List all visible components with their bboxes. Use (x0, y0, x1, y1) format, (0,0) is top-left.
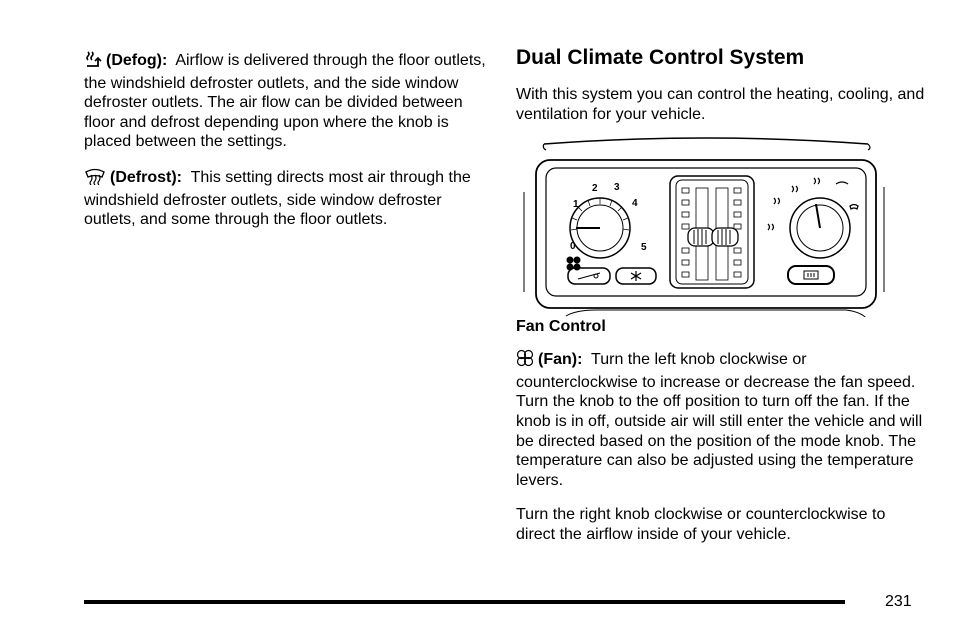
section-heading: Dual Climate Control System (516, 46, 805, 69)
fan-control-heading: Fan Control (516, 318, 606, 336)
defog-icon (84, 50, 102, 74)
intro-paragraph: With this system you can control the heating, cooling, and ventilation for your vehicle. (516, 86, 925, 123)
fan-paragraph (516, 349, 926, 490)
knob-label-5: 5 (641, 242, 647, 254)
mode-knob (790, 198, 850, 258)
knob-label-4: 4 (632, 198, 638, 210)
temperature-lever-left (688, 228, 714, 246)
right-column (516, 46, 926, 545)
defog-paragraph (84, 50, 489, 152)
defog-text: Airflow is delivered through the floor outlets, the windshield defroster outlets, and the side window defroster outlets. The air flow can be divided between floor and defrost depending upon where the knob is placed between the settings. (84, 52, 486, 151)
defrost-paragraph (84, 167, 489, 230)
defrost-text: This setting directs most air through the windshield defroster outlets, side window defroster outlets, and some through the floor outlets. (84, 168, 471, 229)
fan-knob (570, 198, 630, 258)
fan-icon (516, 349, 534, 373)
defrost-icon (84, 167, 106, 191)
defog-label: (Defog): (106, 52, 168, 69)
defrost-label: (Defrost): (110, 168, 182, 186)
fan-text: Turn the left knob clockwise or counterclockwise to increase or decrease the fan speed. Turn the knob to the off position to turn off the fan. If the knob is in off, outside air will still enter the vehicle and will be directed based on the position of the mode knob. The temperature can also be adjusted using the temperature levers. (516, 351, 923, 489)
mode-paragraph: Turn the right knob clockwise or counterclockwise to direct the airflow inside of your vehicle. (516, 506, 886, 543)
climate-control-illustration (516, 132, 886, 317)
temperature-lever-right (712, 228, 738, 246)
recirculation-button (568, 268, 610, 284)
knob-label-3: 3 (614, 182, 620, 194)
ac-button (616, 268, 656, 284)
left-column (84, 50, 489, 230)
knob-label-0: 0 (570, 241, 576, 253)
mode-symbols-icon (768, 178, 858, 230)
page-number: 231 (885, 593, 912, 610)
knob-label-2: 2 (592, 183, 598, 195)
footer-rule (84, 600, 845, 604)
knob-label-1: 1 (573, 199, 579, 211)
fan-label: (Fan): (538, 351, 583, 369)
rear-defrost-button (788, 266, 834, 284)
